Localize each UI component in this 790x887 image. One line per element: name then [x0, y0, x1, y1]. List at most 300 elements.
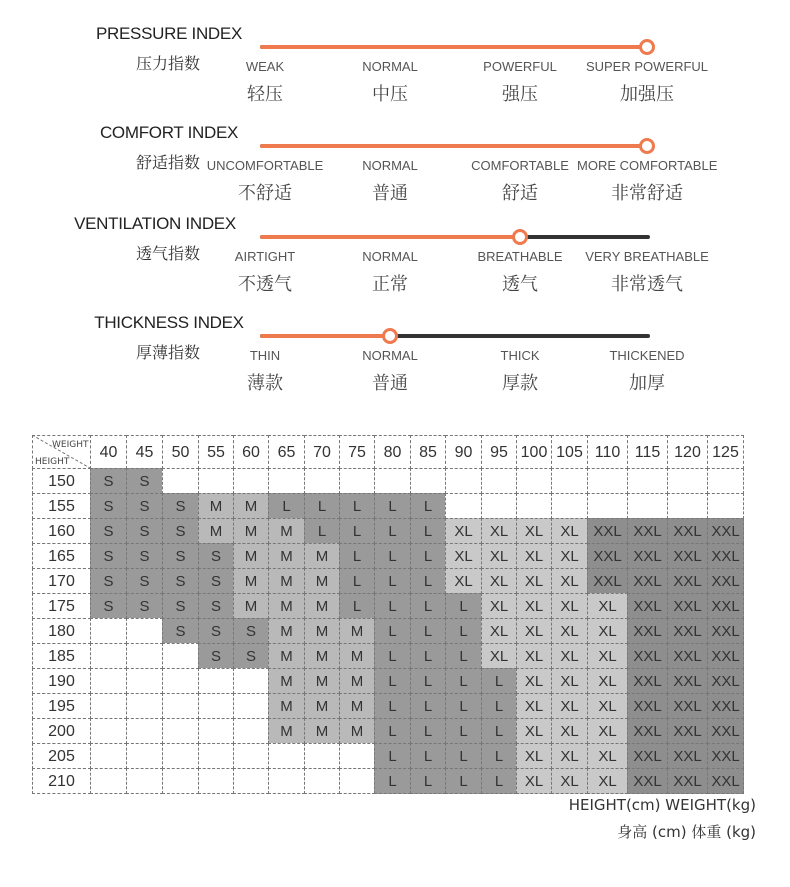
level-label-zh: 中压 — [372, 84, 408, 105]
size-cell: L — [374, 568, 411, 594]
size-cell — [162, 693, 199, 719]
height-header: 155 — [32, 493, 91, 519]
size-cell — [268, 468, 305, 494]
size-cell: M — [339, 718, 375, 744]
size-cell: L — [410, 668, 446, 694]
size-cell: XXL — [707, 718, 744, 744]
level-label-en: THICK — [500, 348, 540, 363]
level-label-zh: 加厚 — [629, 373, 665, 394]
thickness-level-1 — [320, 348, 460, 395]
size-cell: XXL — [667, 768, 708, 794]
size-cell: M — [339, 643, 375, 669]
size-cell: S — [162, 593, 199, 619]
size-cell: XXL — [627, 568, 668, 594]
size-cell: XXL — [627, 693, 668, 719]
level-label-zh: 厚款 — [502, 373, 538, 394]
size-cell: XXL — [667, 693, 708, 719]
size-cell: S — [233, 643, 269, 669]
size-cell: XL — [481, 568, 517, 594]
size-cell: XXL — [667, 643, 708, 669]
size-cell — [198, 743, 234, 769]
size-cell: L — [410, 568, 446, 594]
level-label-en: AIRTIGHT — [234, 249, 296, 264]
size-cell: L — [410, 493, 446, 519]
size-cell: L — [374, 618, 411, 644]
size-cell: XXL — [707, 768, 744, 794]
size-cell: L — [374, 493, 411, 519]
size-cell — [162, 743, 199, 769]
comfort-index — [0, 121, 790, 216]
size-cell — [627, 493, 668, 519]
size-cell: M — [233, 493, 269, 519]
size-cell: XL — [551, 518, 588, 544]
size-cell: XXL — [667, 743, 708, 769]
size-cell: XXL — [587, 543, 628, 569]
size-cell — [162, 643, 199, 669]
level-label-en: SUPER POWERFUL — [585, 59, 709, 74]
size-cell — [126, 618, 163, 644]
size-cell — [198, 468, 234, 494]
size-cell: XL — [587, 718, 628, 744]
height-header: 185 — [32, 643, 91, 669]
size-cell: XXL — [627, 668, 668, 694]
size-cell: XL — [587, 768, 628, 794]
size-cell: M — [304, 718, 340, 744]
size-cell: L — [410, 643, 446, 669]
size-cell: L — [445, 643, 482, 669]
size-cell: L — [410, 593, 446, 619]
size-cell: XXL — [707, 568, 744, 594]
size-cell: XL — [587, 668, 628, 694]
size-cell — [304, 468, 340, 494]
size-cell — [90, 618, 127, 644]
size-cell: M — [233, 543, 269, 569]
size-cell — [162, 668, 199, 694]
size-cell: XXL — [587, 518, 628, 544]
size-cell: S — [198, 643, 234, 669]
level-label-zh: 普通 — [372, 373, 408, 394]
size-cell — [126, 643, 163, 669]
size-cell: L — [410, 618, 446, 644]
pressure-index — [0, 22, 790, 117]
level-label-en: MORE COMFORTABLE — [577, 158, 718, 173]
size-cell — [126, 768, 163, 794]
size-cell: XL — [481, 618, 517, 644]
size-cell: S — [126, 493, 163, 519]
level-label-en: NORMAL — [362, 348, 418, 363]
size-cell — [667, 493, 708, 519]
size-cell: L — [339, 493, 375, 519]
size-cell: L — [374, 643, 411, 669]
thickness-index-marker — [382, 328, 398, 344]
size-cell: S — [198, 543, 234, 569]
size-cell — [551, 493, 588, 519]
size-cell — [268, 768, 305, 794]
weight-header: 75 — [339, 435, 375, 469]
size-cell: XL — [481, 593, 517, 619]
size-cell — [126, 743, 163, 769]
size-cell: S — [90, 468, 127, 494]
size-cell: M — [233, 518, 269, 544]
size-cell: XXL — [707, 693, 744, 719]
corner-height-label: HEIGHT — [35, 457, 70, 467]
ventilation-level-0 — [195, 249, 335, 296]
size-cell — [90, 768, 127, 794]
size-cell — [198, 718, 234, 744]
size-cell: XL — [587, 643, 628, 669]
thickness-level-2 — [450, 348, 590, 395]
comfort-level-2 — [450, 158, 590, 205]
thickness-index-track — [260, 334, 650, 338]
size-cell: L — [481, 668, 517, 694]
ventilation-index-title-zh: 透气指数 — [136, 244, 201, 263]
size-cell: L — [481, 743, 517, 769]
level-label-en: VERY BREATHABLE — [585, 249, 709, 264]
level-label-en: NORMAL — [362, 158, 418, 173]
size-cell: XL — [551, 618, 588, 644]
size-cell — [339, 768, 375, 794]
corner-weight-label: WEIGHT — [52, 440, 89, 450]
ventilation-index-track — [260, 235, 650, 239]
size-cell: XXL — [627, 593, 668, 619]
size-cell: M — [304, 543, 340, 569]
level-label-zh: 非常透气 — [611, 274, 683, 295]
size-cell — [233, 668, 269, 694]
size-cell: XL — [551, 593, 588, 619]
comfort-index-marker — [639, 138, 655, 154]
weight-header: 55 — [198, 435, 234, 469]
weight-header: 105 — [551, 435, 588, 469]
size-cell: XL — [551, 643, 588, 669]
size-cell: XL — [481, 543, 517, 569]
size-cell — [587, 468, 628, 494]
size-cell: XXL — [627, 518, 668, 544]
thickness-level-3 — [577, 348, 717, 395]
size-cell: XL — [551, 568, 588, 594]
size-cell: M — [198, 493, 234, 519]
size-cell — [707, 468, 744, 494]
thickness-index — [0, 311, 790, 406]
level-label-zh: 不舒适 — [238, 183, 292, 204]
size-cell: L — [304, 493, 340, 519]
size-cell: M — [304, 593, 340, 619]
size-cell: L — [410, 543, 446, 569]
size-cell: S — [162, 493, 199, 519]
size-cell: S — [126, 568, 163, 594]
height-header: 205 — [32, 743, 91, 769]
size-cell — [667, 468, 708, 494]
size-cell: S — [90, 593, 127, 619]
size-cell: L — [374, 518, 411, 544]
pressure-level-0 — [195, 59, 335, 106]
size-cell: L — [339, 543, 375, 569]
size-cell — [162, 718, 199, 744]
level-label-en: POWERFUL — [483, 59, 557, 74]
size-cell: L — [445, 743, 482, 769]
height-header: 160 — [32, 518, 91, 544]
level-label-zh: 舒适 — [502, 183, 538, 204]
size-cell: M — [233, 568, 269, 594]
height-header: 190 — [32, 668, 91, 694]
weight-header: 110 — [587, 435, 628, 469]
size-cell: XXL — [707, 618, 744, 644]
comfort-level-1 — [320, 158, 460, 205]
footer-units-en: HEIGHT(cm) WEIGHT(kg) — [568, 796, 756, 814]
weight-header: 60 — [233, 435, 269, 469]
level-label-en: THIN — [249, 348, 281, 363]
comfort-level-0 — [195, 158, 335, 205]
size-cell: L — [339, 518, 375, 544]
size-cell — [445, 493, 482, 519]
size-cell — [90, 668, 127, 694]
pressure-index-title: PRESSURE INDEX — [95, 24, 242, 43]
weight-header: 90 — [445, 435, 482, 469]
pressure-index-title-zh: 压力指数 — [136, 54, 201, 73]
size-cell: S — [162, 568, 199, 594]
size-cell: M — [268, 718, 305, 744]
size-cell: M — [268, 618, 305, 644]
pressure-level-1 — [320, 59, 460, 106]
size-cell: XXL — [627, 718, 668, 744]
size-cell: L — [374, 543, 411, 569]
level-label-zh: 普通 — [372, 183, 408, 204]
size-cell: M — [304, 668, 340, 694]
size-cell: XXL — [667, 543, 708, 569]
size-cell: XL — [516, 768, 552, 794]
size-cell: M — [339, 668, 375, 694]
height-header: 195 — [32, 693, 91, 719]
size-cell: XXL — [587, 568, 628, 594]
size-cell — [516, 468, 552, 494]
size-cell: L — [410, 693, 446, 719]
level-label-en: BREATHABLE — [477, 249, 563, 264]
size-cell — [233, 693, 269, 719]
comfort-index-title: COMFORT INDEX — [99, 123, 239, 142]
size-cell: XL — [516, 568, 552, 594]
size-cell — [90, 718, 127, 744]
size-cell: XL — [551, 718, 588, 744]
size-cell — [339, 743, 375, 769]
size-cell: M — [268, 693, 305, 719]
level-label-zh: 薄款 — [247, 373, 283, 394]
height-header: 175 — [32, 593, 91, 619]
weight-header: 85 — [410, 435, 446, 469]
size-cell: XXL — [627, 643, 668, 669]
weight-header: 80 — [374, 435, 411, 469]
size-cell: S — [90, 518, 127, 544]
size-cell — [126, 693, 163, 719]
height-header: 150 — [32, 468, 91, 494]
size-cell: L — [339, 568, 375, 594]
size-cell: M — [268, 543, 305, 569]
size-cell — [198, 693, 234, 719]
level-label-zh: 不透气 — [238, 274, 292, 295]
size-cell: XXL — [667, 618, 708, 644]
size-cell — [481, 468, 517, 494]
size-cell: XL — [587, 743, 628, 769]
size-cell — [90, 743, 127, 769]
size-cell: M — [304, 693, 340, 719]
size-cell: L — [410, 718, 446, 744]
size-cell: S — [90, 543, 127, 569]
size-cell — [268, 743, 305, 769]
weight-header: 40 — [90, 435, 127, 469]
ventilation-index-fill — [260, 235, 520, 239]
size-cell: M — [268, 518, 305, 544]
size-cell: M — [268, 593, 305, 619]
size-cell: L — [445, 593, 482, 619]
size-cell: S — [90, 493, 127, 519]
size-cell: L — [445, 768, 482, 794]
size-cell: L — [410, 743, 446, 769]
size-cell: M — [339, 693, 375, 719]
size-cell: XL — [551, 743, 588, 769]
size-cell: XXL — [707, 743, 744, 769]
size-cell: L — [445, 693, 482, 719]
level-label-en: NORMAL — [362, 249, 418, 264]
size-cell: S — [198, 618, 234, 644]
weight-header: 45 — [126, 435, 163, 469]
size-cell: L — [374, 743, 411, 769]
size-cell — [374, 468, 411, 494]
level-label-zh: 加强压 — [620, 84, 674, 105]
ventilation-level-1 — [320, 249, 460, 296]
size-cell: L — [481, 693, 517, 719]
level-label-en: WEAK — [245, 59, 285, 74]
height-header: 180 — [32, 618, 91, 644]
thickness-index-title-zh: 厚薄指数 — [136, 343, 201, 362]
pressure-index-marker — [639, 39, 655, 55]
ventilation-level-2 — [450, 249, 590, 296]
size-cell — [162, 468, 199, 494]
size-cell: XXL — [627, 618, 668, 644]
size-cell: L — [410, 518, 446, 544]
size-cell — [481, 493, 517, 519]
level-label-en: COMFORTABLE — [471, 158, 569, 173]
size-cell: XL — [516, 743, 552, 769]
size-cell: L — [339, 593, 375, 619]
size-cell: L — [445, 668, 482, 694]
size-cell: XL — [445, 543, 482, 569]
size-cell: L — [481, 768, 517, 794]
size-cell: XL — [516, 643, 552, 669]
weight-header: 50 — [162, 435, 199, 469]
weight-header: 95 — [481, 435, 517, 469]
size-cell: XL — [551, 693, 588, 719]
size-cell: L — [374, 768, 411, 794]
pressure-level-2 — [450, 59, 590, 106]
size-cell: S — [233, 618, 269, 644]
size-cell: L — [268, 493, 305, 519]
weight-header: 70 — [304, 435, 340, 469]
size-cell: XXL — [627, 768, 668, 794]
size-cell: XXL — [707, 518, 744, 544]
size-cell: M — [304, 568, 340, 594]
size-cell: XXL — [667, 718, 708, 744]
size-cell: XXL — [707, 668, 744, 694]
size-cell — [198, 668, 234, 694]
size-cell — [516, 493, 552, 519]
size-cell — [233, 718, 269, 744]
size-cell: XL — [516, 543, 552, 569]
ventilation-level-3 — [577, 249, 717, 296]
size-cell — [410, 468, 446, 494]
thickness-index-title: THICKNESS INDEX — [94, 313, 244, 332]
height-header: 200 — [32, 718, 91, 744]
size-cell: S — [162, 543, 199, 569]
thickness-index-fill — [260, 334, 390, 338]
size-cell — [304, 768, 340, 794]
size-cell: XL — [516, 593, 552, 619]
size-cell: XL — [587, 593, 628, 619]
size-cell: XXL — [667, 518, 708, 544]
weight-header: 100 — [516, 435, 552, 469]
size-cell: L — [304, 518, 340, 544]
size-cell: M — [233, 593, 269, 619]
size-cell: XL — [445, 518, 482, 544]
size-cell: S — [90, 568, 127, 594]
size-cell: S — [126, 593, 163, 619]
height-header: 170 — [32, 568, 91, 594]
pressure-index-fill — [260, 45, 647, 49]
size-cell: XXL — [627, 743, 668, 769]
size-cell: XXL — [667, 668, 708, 694]
size-cell: S — [126, 468, 163, 494]
ventilation-index-marker — [512, 229, 528, 245]
size-cell: L — [445, 718, 482, 744]
size-cell — [90, 643, 127, 669]
size-cell — [707, 493, 744, 519]
size-cell — [587, 493, 628, 519]
size-cell: XL — [481, 518, 517, 544]
thickness-level-0 — [195, 348, 335, 395]
size-cell: XXL — [627, 543, 668, 569]
level-label-zh: 强压 — [502, 84, 538, 105]
size-cell: M — [339, 618, 375, 644]
pressure-index-track — [260, 45, 650, 49]
size-cell: L — [374, 593, 411, 619]
size-cell: S — [162, 618, 199, 644]
size-cell: XL — [516, 668, 552, 694]
comfort-index-fill — [260, 144, 647, 148]
size-cell: XL — [551, 768, 588, 794]
size-cell — [198, 768, 234, 794]
size-cell: L — [374, 668, 411, 694]
size-cell: S — [126, 518, 163, 544]
level-label-en: THICKENED — [609, 348, 685, 363]
size-cell — [339, 468, 375, 494]
size-cell: M — [268, 668, 305, 694]
size-cell: XL — [516, 618, 552, 644]
size-cell: XL — [516, 718, 552, 744]
level-label-zh: 轻压 — [247, 84, 283, 105]
size-cell — [233, 743, 269, 769]
level-label-zh: 非常舒适 — [611, 183, 683, 204]
size-cell — [304, 743, 340, 769]
weight-header: 115 — [627, 435, 668, 469]
size-cell: XL — [481, 643, 517, 669]
level-label-en: UNCOMFORTABLE — [206, 158, 324, 173]
size-cell: M — [304, 643, 340, 669]
size-cell: S — [198, 568, 234, 594]
size-cell — [126, 668, 163, 694]
size-cell: L — [481, 718, 517, 744]
weight-header: 125 — [707, 435, 744, 469]
ventilation-index — [0, 212, 790, 307]
size-cell: L — [374, 693, 411, 719]
size-cell: XXL — [707, 543, 744, 569]
size-cell — [445, 468, 482, 494]
